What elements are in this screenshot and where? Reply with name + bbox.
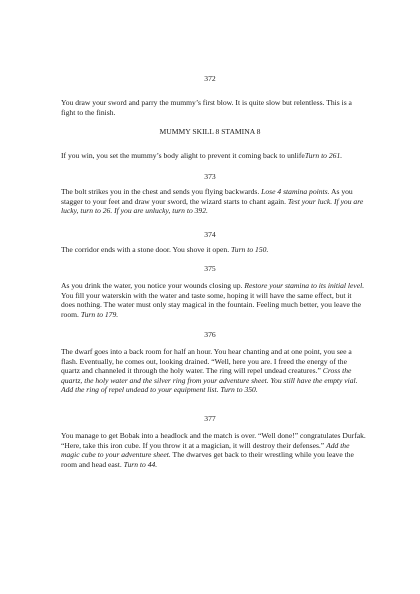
instruction-text: Cross the quartz, the holy water and the silver ring from your adventure sheet. You still have the empty vial. Add the ring of repel undead to your equipment list. [61, 366, 358, 395]
paragraph-text: The corridor ends with a stone door. You shove it open. [61, 245, 231, 254]
instruction-text: Add the magic cube to your adventure sheet. [61, 440, 350, 460]
section-paragraph [61, 431, 366, 469]
paragraph-text: As you drink the water, you notice your wounds closing up. [61, 281, 245, 290]
section-number: 372 [204, 74, 216, 83]
section-paragraph [61, 151, 366, 161]
paragraph-text: As you stagger to your feet and draw your sword, the wizard starts to chant again. [61, 187, 353, 206]
turn-to-link[interactable]: Turn to 150. [231, 245, 269, 254]
section-paragraph [61, 187, 366, 216]
section-paragraph [61, 281, 366, 319]
paragraph-text: If you win, you set the mummy’s body alight to prevent it coming back to unlife [61, 151, 305, 160]
paragraph-text: You fill your waterskin with the water and taste some, hoping it will have the same effect, but it does nothing. The water must only stay magical in the fountain. Feeling much better, you leave the room. [61, 290, 362, 319]
section-number: 375 [204, 264, 216, 273]
turn-to-link[interactable]: Turn to 350. [218, 385, 258, 395]
section-number: 374 [204, 230, 216, 239]
instruction-text: Test your luck. If you are lucky, turn to 26. If you are unlucky, turn to 392. [61, 196, 364, 216]
paragraph-text: The dwarves get back to their wrestling while you leave the room and head east. [61, 450, 354, 469]
section-paragraph [61, 98, 366, 117]
turn-to-link[interactable]: Turn to 261. [304, 151, 343, 160]
instruction-text: Restore your stamina to its initial level. [244, 281, 365, 290]
paragraph-text: You manage to get Bobak into a headlock and the match is over. “Well done!” congratulates Durfak. “Here, take this iron cube. If you throw it at a magician, it will destroy their defenses.” [61, 431, 366, 450]
instruction-text: Lose 4 stamina points. [261, 187, 330, 196]
paragraph-text: The dwarf goes into a back room for half an hour. You hear chanting and at one point, you see a flash. Eventually, he comes out, looking drained. “Well, here you are. I freed the energy of the quartz and channeled it through the holy water. The ring will repel undead creatures.” [61, 347, 352, 376]
turn-to-link[interactable]: Turn to 179. [80, 309, 119, 319]
turn-to-link[interactable]: Turn to 44. [123, 459, 158, 469]
section-number: 376 [204, 330, 216, 339]
section-paragraph [61, 245, 366, 255]
paragraph-text: You draw your sword and parry the mummy’s first blow. It is quite slow but relentless. This is a fight to the finish. [61, 98, 352, 117]
section-number: 373 [204, 172, 216, 181]
monster-stat-line: MUMMY SKILL 8 STAMINA 8 [159, 127, 261, 136]
paragraph-text: The bolt strikes you in the chest and sends you flying backwards. [61, 187, 262, 196]
section-paragraph [61, 347, 366, 395]
section-number: 377 [204, 414, 216, 423]
